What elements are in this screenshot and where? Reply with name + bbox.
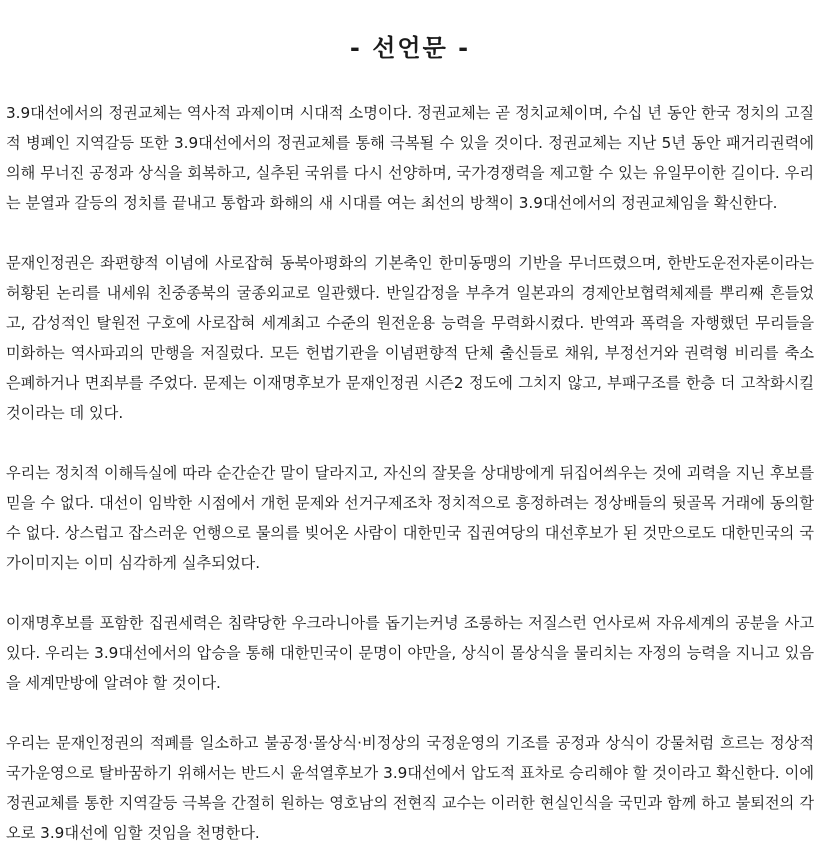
declaration-document [6,0,814,848]
paragraph-2: 문재인정권은 좌편향적 이념에 사로잡혀 동북아평화의 기본축인 한미동맹의 기반을 무너뜨렸으며, 한반도운전자론이라는 허황된 논리를 내세워 친중종북의 굴종외교로 일관했다. 반일감정을 부추겨 일본과의 경제안보협력체제를 뿌리째 흔들었고, 감성적인 탈원전 구호에 사로잡혀 세계최고 수준의 원전운용 능력을 무력화시켰다. 반역과 폭력을 자행했던 무리들을 미화하는 역사파괴의 만행을 저질렀다. 모든 헌법기관을 이념편향적 단체 출신들로 채워, 부정선거와 권력형 비리를 축소 은폐하거나 면죄부를 주었다. 문제는 이재명후보가 문재인정권 시즌2 정도에 그치지 않고, 부패구조를 한층 더 고착화시킬 것이라는 데 있다. [6,254,814,422]
paragraph-1: 3.9대선에서의 정권교체는 역사적 과제이며 시대적 소명이다. 정권교체는 곧 정치교체이며, 수십 년 동안 한국 정치의 고질적 병폐인 지역갈등 또한 3.9대선에서의 정권교체를 통해 극복될 수 있을 것이다. 정권교체는 지난 5년 동안 패거리권력에 의해 무너진 공정과 상식을 회복하고, 실추된 국위를 다시 선양하며, 국가경쟁력을 제고할 수 있는 유일무이한 길이다. 우리는 분열과 갈등의 정치를 끝내고 통합과 화해의 새 시대를 여는 최선의 방책이 3.9대선에서의 정권교체임을 확신한다. [6,104,814,212]
paragraph-3: 우리는 정치적 이해득실에 따라 순간순간 말이 달라지고, 자신의 잘못을 상대방에게 뒤집어씌우는 것에 괴력을 지닌 후보를 믿을 수 없다. 대선이 임박한 시점에서 개헌 문제와 선거구제조차 정치적으로 흥정하려는 정상배들의 뒷골목 거래에 동의할 수 없다. 상스럽고 잡스러운 언행으로 물의를 빚어온 사람이 대한민국 집권여당의 대선후보가 된 것만으로도 대한민국의 국가이미지는 이미 심각하게 실추되었다. [6,464,814,572]
paragraph-5: 우리는 문재인정권의 적폐를 일소하고 불공정·몰상식·비정상의 국정운영의 기조를 공정과 상식이 강물처럼 흐르는 정상적 국가운영으로 탈바꿈하기 위해서는 반드시 윤석열후보가 3.9대선에서 압도적 표차로 승리해야 할 것이라고 확신한다. 이에 정권교체를 통한 지역갈등 극복을 간절히 원하는 영호남의 전현직 교수는 이러한 현실인식을 국민과 함께 하고 불퇴전의 각오로 3.9대선에 임할 것임을 천명한다. [6,734,814,842]
page-title: - 선언문 - [349,34,471,62]
paragraph-4: 이재명후보를 포함한 집권세력은 침략당한 우크라니아를 돕기는커녕 조롱하는 저질스런 언사로써 자유세계의 공분을 사고 있다. 우리는 3.9대선에서의 압승을 통해 대한민국이 문명이 야만을, 상식이 몰상식을 물리치는 자정의 능력을 지니고 있음을 세계만방에 알려야 할 것이다. [6,614,814,692]
